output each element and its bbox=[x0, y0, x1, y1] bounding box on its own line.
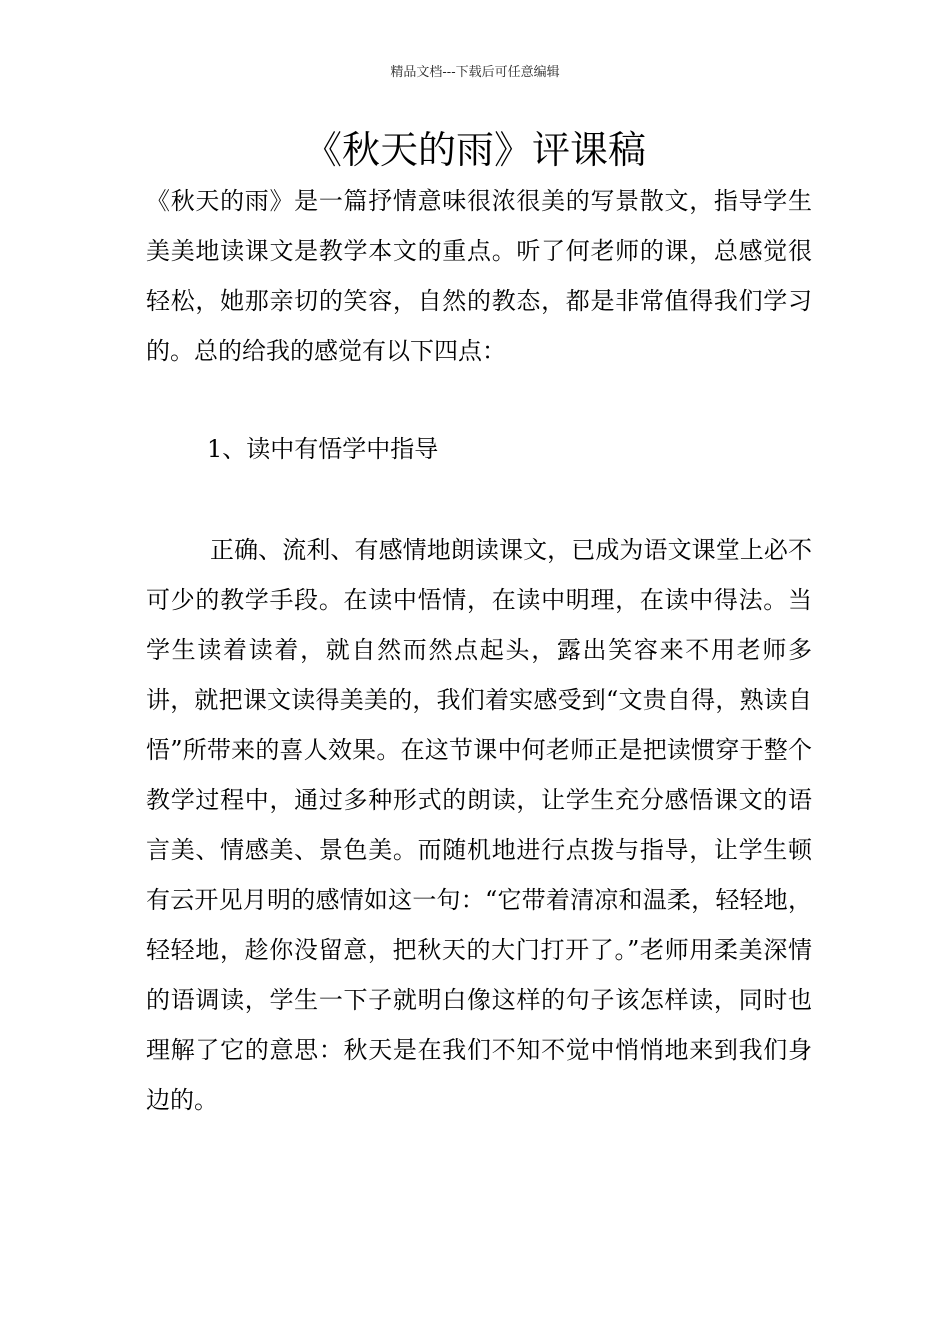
document-title: 《秋天的雨》评课稿 bbox=[303, 128, 646, 172]
body-paragraph: 正确、流利、有感情地朗读课文，已成为语文课堂上必不可少的教学手段。在读中悟情，在读中明理，在读中得法。当学生读着读着，就自然而然点起头，露出笑容来不用老师多讲，就把课文读得美美的，我们着实感受到“文贵自得，熟读自悟”所带来的喜人效果。在这节课中何老师正是把读惯穿于整个教学过程中，通过多种形式的朗读，让学生充分感悟课文的语言美、情感美、景色美。而随机地进行点拨与指导，让学生顿有云开见月明的感情如这一句：“它带着清凉和温柔，轻轻地，轻轻地，趁你没留意，把秋天的大门打开了。”老师用柔美深情的语调读，学生一下子就明白像这样的句子该怎样读，同时也理解了它的意思：秋天是在我们不知不觉中悄悄地来到我们身边的。 bbox=[146, 536, 812, 1114]
intro-paragraph: 《秋天的雨》是一篇抒情意味很浓很美的写景散文，指导学生美美地读课文是教学本文的重点。听了何老师的课，总感觉很轻松，她那亲切的笑容，自然的教态，都是非常值得我们学习的。总的给我的感觉有以下四点： bbox=[146, 187, 812, 365]
section-heading: 1、读中有悟学中指导 bbox=[207, 435, 439, 463]
header-note: 精品文档---下载后可任意编辑 bbox=[390, 65, 560, 80]
